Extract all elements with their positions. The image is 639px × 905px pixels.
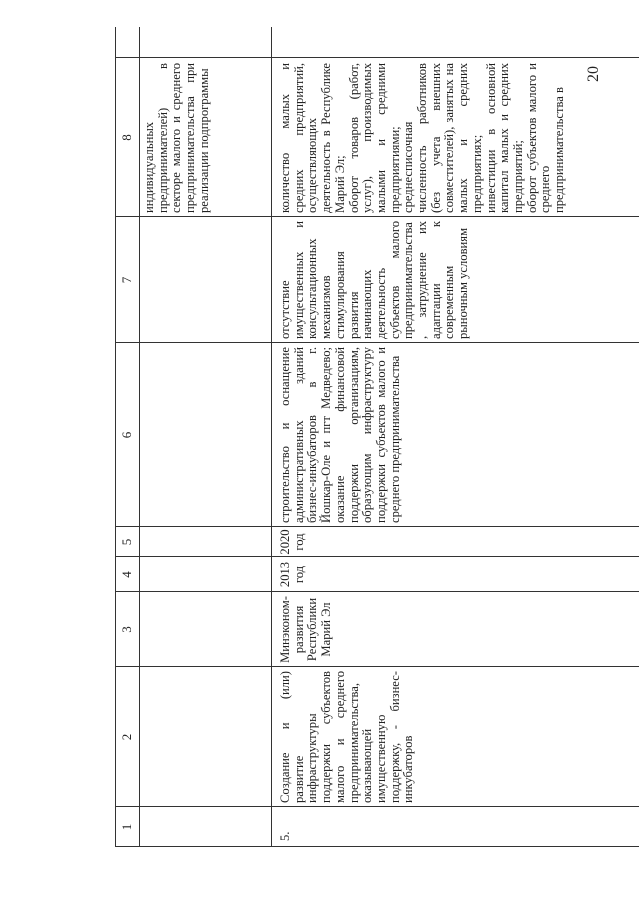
cell-measure: Создание и (или) развитие инфраструктуры поддержки субъектов малого и среднего предпринимательства, оказывающей имущественную поддержку, - бизнес-инкубаторов [278,671,416,803]
indicator-line: среднесписочная численность работников (без учета внешних совместителей), занятых на малых и средних предприятиях; [401,63,484,213]
cell-continued-indicator: индивидуальных предпринимателей) в секторе малого и среднего предпринимательства при реализации подпрограммы [142,63,211,213]
indicator-line: оборот товаров (работ, услуг), производимых малыми и средними предприятиями; [346,63,402,213]
col-divider [115,806,639,807]
table-border-left [115,846,639,847]
col-divider [115,666,639,667]
cell-consequences: отсутствие имущественных и консультационных механизмов стимулирования развития начинающих деятельность субъектов малого предпринимательства, затруднение их адаптации к современным рыночным условиям [278,221,471,339]
program-table [115,27,639,847]
cell-end-year: 2020 год [278,529,306,555]
col-divider [115,526,639,527]
page-number: 20 [585,66,602,82]
col-divider [115,556,639,557]
header-col-6: 6 [119,431,134,439]
cell-row-number: 5. [278,831,292,841]
rotated-table-container [115,27,639,847]
header-col-7: 7 [119,276,134,284]
cell-executor: Минэконом-развития Республики Марий Эл [278,596,334,663]
row-divider [271,27,272,847]
header-col-8: 8 [119,134,134,141]
cell-expected-result: строительство и оснащение административных зданий бизнес-инкубаторов в г. Йошкар-Оле и пгт Медведево; оказание финансовой поддержки организациям, образующим инфраструктуру поддержки субъектов малого и среднего предпринимательства [278,347,402,523]
header-col-1: 1 [119,823,134,831]
header-bottom-line [139,27,140,847]
col-divider [115,216,639,217]
header-col-5: 5 [119,538,134,546]
header-col-3: 3 [119,626,134,633]
col-divider [115,342,639,343]
indicator-line: инвестиции в основной капитал малых и средних предприятий; [483,63,525,213]
cell-start-year: 2013 год [278,561,306,588]
table-border-right [115,57,639,58]
indicator-line: количество малых и средних предприятий, осуществляющих деятельность в Республике Марий Эл; [278,63,347,213]
header-col-4: 4 [119,571,134,578]
col-divider [115,591,639,592]
header-col-2: 2 [119,733,134,741]
cell-indicators [279,63,567,213]
indicator-line: оборот субъектов малого и среднего предпринимательства в [524,63,567,213]
